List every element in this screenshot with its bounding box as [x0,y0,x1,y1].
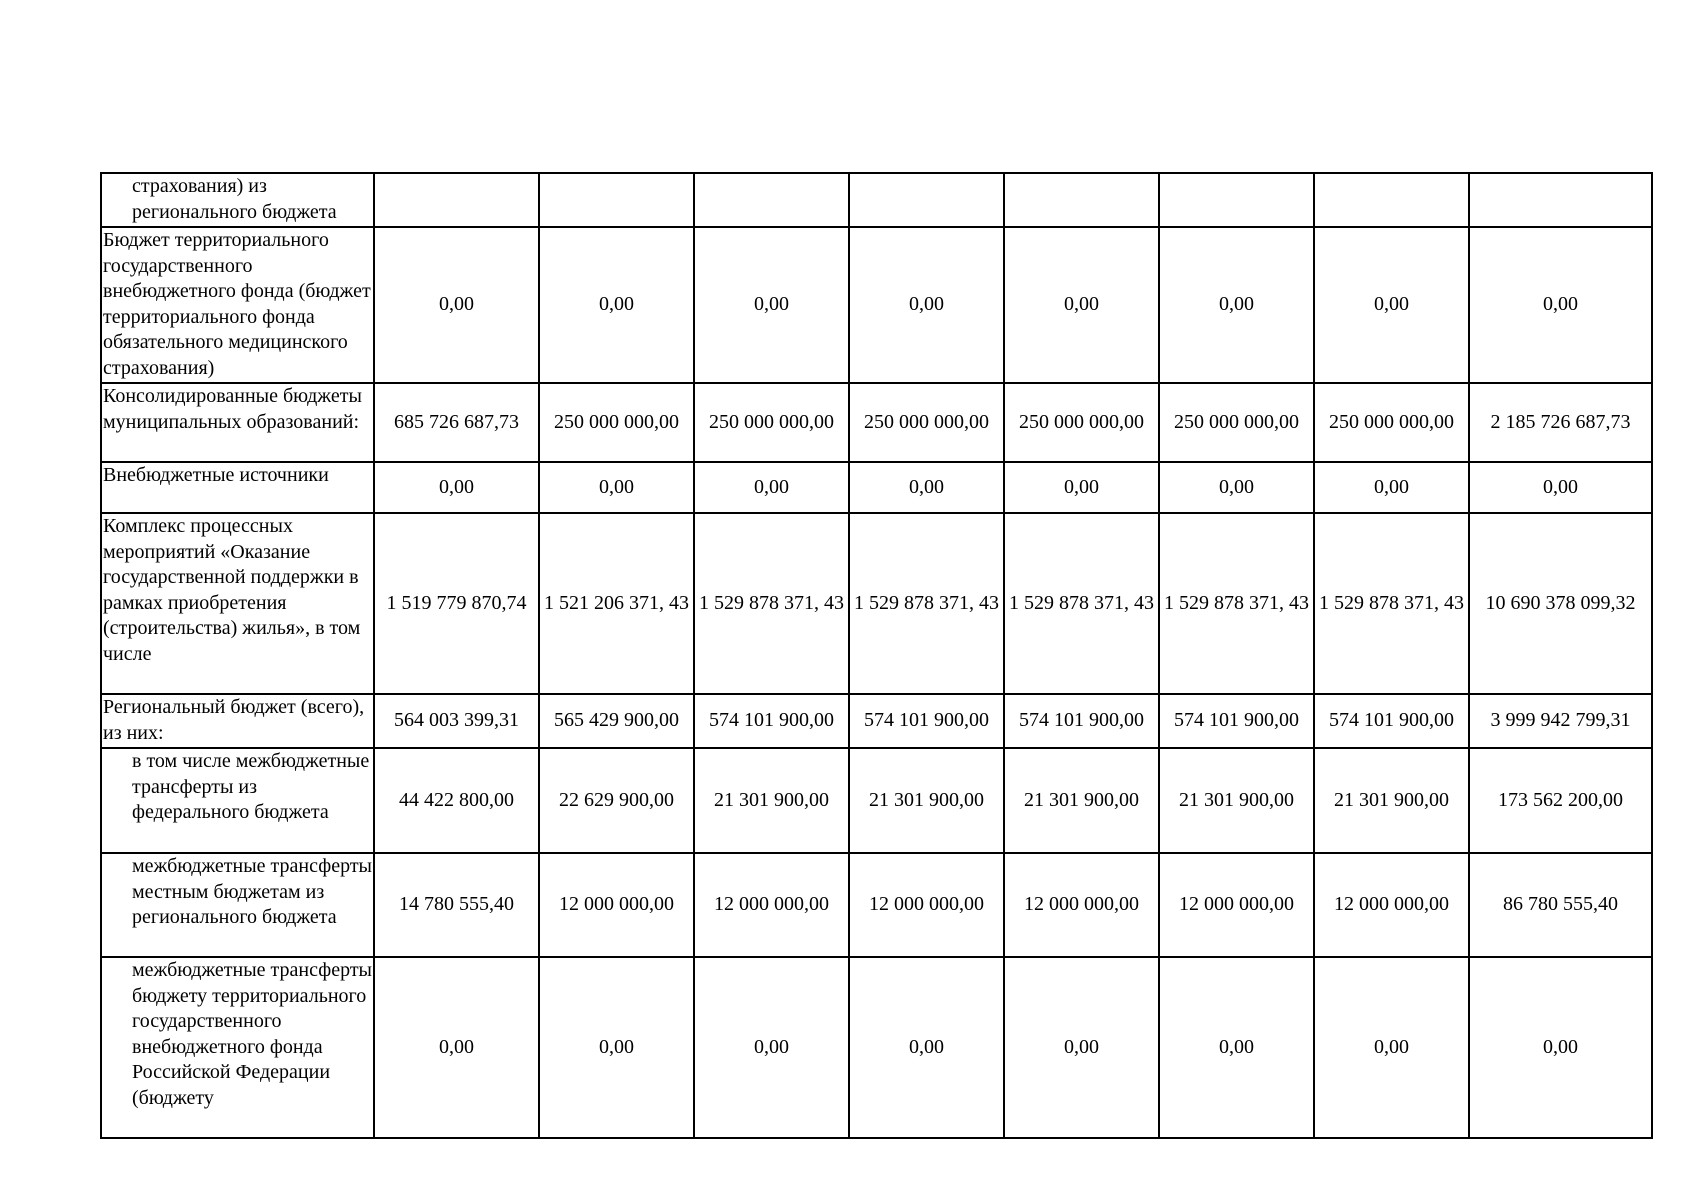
value-cell: 1 519 779 870,74 [374,513,539,694]
value-cell: 0,00 [1159,462,1314,513]
value-cell: 0,00 [1469,227,1652,383]
row-label: межбюджетные трансферты бюджету территориального государственного внебюджетного фонда Российской Федерации (бюджету [101,957,374,1138]
table-body [101,173,1652,1138]
value-cell: 1 529 878 371, 43 [1159,513,1314,694]
value-cell: 250 000 000,00 [1314,383,1469,462]
value-cell: 1 529 878 371, 43 [1314,513,1469,694]
table-row [101,173,1652,227]
value-cell: 574 101 900,00 [1004,694,1159,748]
row-label: страхования) из регионального бюджета [101,173,374,227]
table-row [101,853,1652,957]
value-cell: 12 000 000,00 [1159,853,1314,957]
value-cell: 21 301 900,00 [1159,748,1314,853]
value-cell: 21 301 900,00 [1314,748,1469,853]
value-cell: 0,00 [849,957,1004,1138]
value-cell: 0,00 [1159,957,1314,1138]
value-cell: 685 726 687,73 [374,383,539,462]
value-cell: 250 000 000,00 [694,383,849,462]
value-cell: 12 000 000,00 [539,853,694,957]
value-cell [849,173,1004,227]
value-cell: 574 101 900,00 [1314,694,1469,748]
table-row [101,694,1652,748]
value-cell [1469,173,1652,227]
value-cell: 86 780 555,40 [1469,853,1652,957]
value-cell: 0,00 [539,227,694,383]
value-cell: 0,00 [1004,462,1159,513]
value-cell: 0,00 [539,462,694,513]
value-cell: 0,00 [849,227,1004,383]
value-cell: 0,00 [1004,957,1159,1138]
value-cell: 0,00 [694,957,849,1138]
value-cell: 0,00 [1314,957,1469,1138]
value-cell [1159,173,1314,227]
value-cell: 12 000 000,00 [1004,853,1159,957]
value-cell: 21 301 900,00 [849,748,1004,853]
row-label: Консолидированные бюджеты муниципальных образований: [101,383,374,462]
value-cell: 250 000 000,00 [849,383,1004,462]
value-cell: 0,00 [374,227,539,383]
row-label: Региональный бюджет (всего), из них: [101,694,374,748]
row-label: Внебюджетные источники [101,462,374,513]
value-cell: 0,00 [374,957,539,1138]
value-cell: 0,00 [694,462,849,513]
table-row [101,383,1652,462]
value-cell: 0,00 [1159,227,1314,383]
value-cell [694,173,849,227]
value-cell: 21 301 900,00 [1004,748,1159,853]
value-cell: 2 185 726 687,73 [1469,383,1652,462]
value-cell: 1 529 878 371, 43 [849,513,1004,694]
value-cell: 22 629 900,00 [539,748,694,853]
table-row [101,513,1652,694]
value-cell: 250 000 000,00 [1004,383,1159,462]
value-cell: 12 000 000,00 [694,853,849,957]
value-cell: 0,00 [1469,957,1652,1138]
value-cell: 574 101 900,00 [1159,694,1314,748]
row-label: межбюджетные трансферты местным бюджетам из регионального бюджета [101,853,374,957]
value-cell: 44 422 800,00 [374,748,539,853]
table-row [101,957,1652,1138]
value-cell: 250 000 000,00 [1159,383,1314,462]
value-cell [374,173,539,227]
row-label: Бюджет территориального государственного внебюджетного фонда (бюджет территориального фонда обязательного медицинского страхования) [101,227,374,383]
table-row [101,748,1652,853]
value-cell [1314,173,1469,227]
value-cell: 574 101 900,00 [849,694,1004,748]
value-cell: 3 999 942 799,31 [1469,694,1652,748]
value-cell: 1 521 206 371, 43 [539,513,694,694]
value-cell: 12 000 000,00 [1314,853,1469,957]
value-cell: 0,00 [849,462,1004,513]
value-cell: 173 562 200,00 [1469,748,1652,853]
value-cell: 14 780 555,40 [374,853,539,957]
value-cell: 12 000 000,00 [849,853,1004,957]
table-row [101,462,1652,513]
value-cell [539,173,694,227]
value-cell: 0,00 [1314,227,1469,383]
value-cell: 1 529 878 371, 43 [1004,513,1159,694]
table-row [101,227,1652,383]
value-cell: 564 003 399,31 [374,694,539,748]
value-cell: 0,00 [694,227,849,383]
value-cell: 565 429 900,00 [539,694,694,748]
row-label: Комплекс процессных мероприятий «Оказание государственной поддержки в рамках приобретения (строительства) жилья», в том числе [101,513,374,694]
value-cell: 0,00 [1004,227,1159,383]
value-cell: 1 529 878 371, 43 [694,513,849,694]
value-cell: 250 000 000,00 [539,383,694,462]
row-label: в том числе межбюджетные трансферты из федерального бюджета [101,748,374,853]
value-cell: 0,00 [1314,462,1469,513]
value-cell: 21 301 900,00 [694,748,849,853]
value-cell [1004,173,1159,227]
value-cell: 0,00 [374,462,539,513]
value-cell: 574 101 900,00 [694,694,849,748]
value-cell: 0,00 [539,957,694,1138]
budget-table [100,172,1653,1139]
value-cell: 10 690 378 099,32 [1469,513,1652,694]
value-cell: 0,00 [1469,462,1652,513]
